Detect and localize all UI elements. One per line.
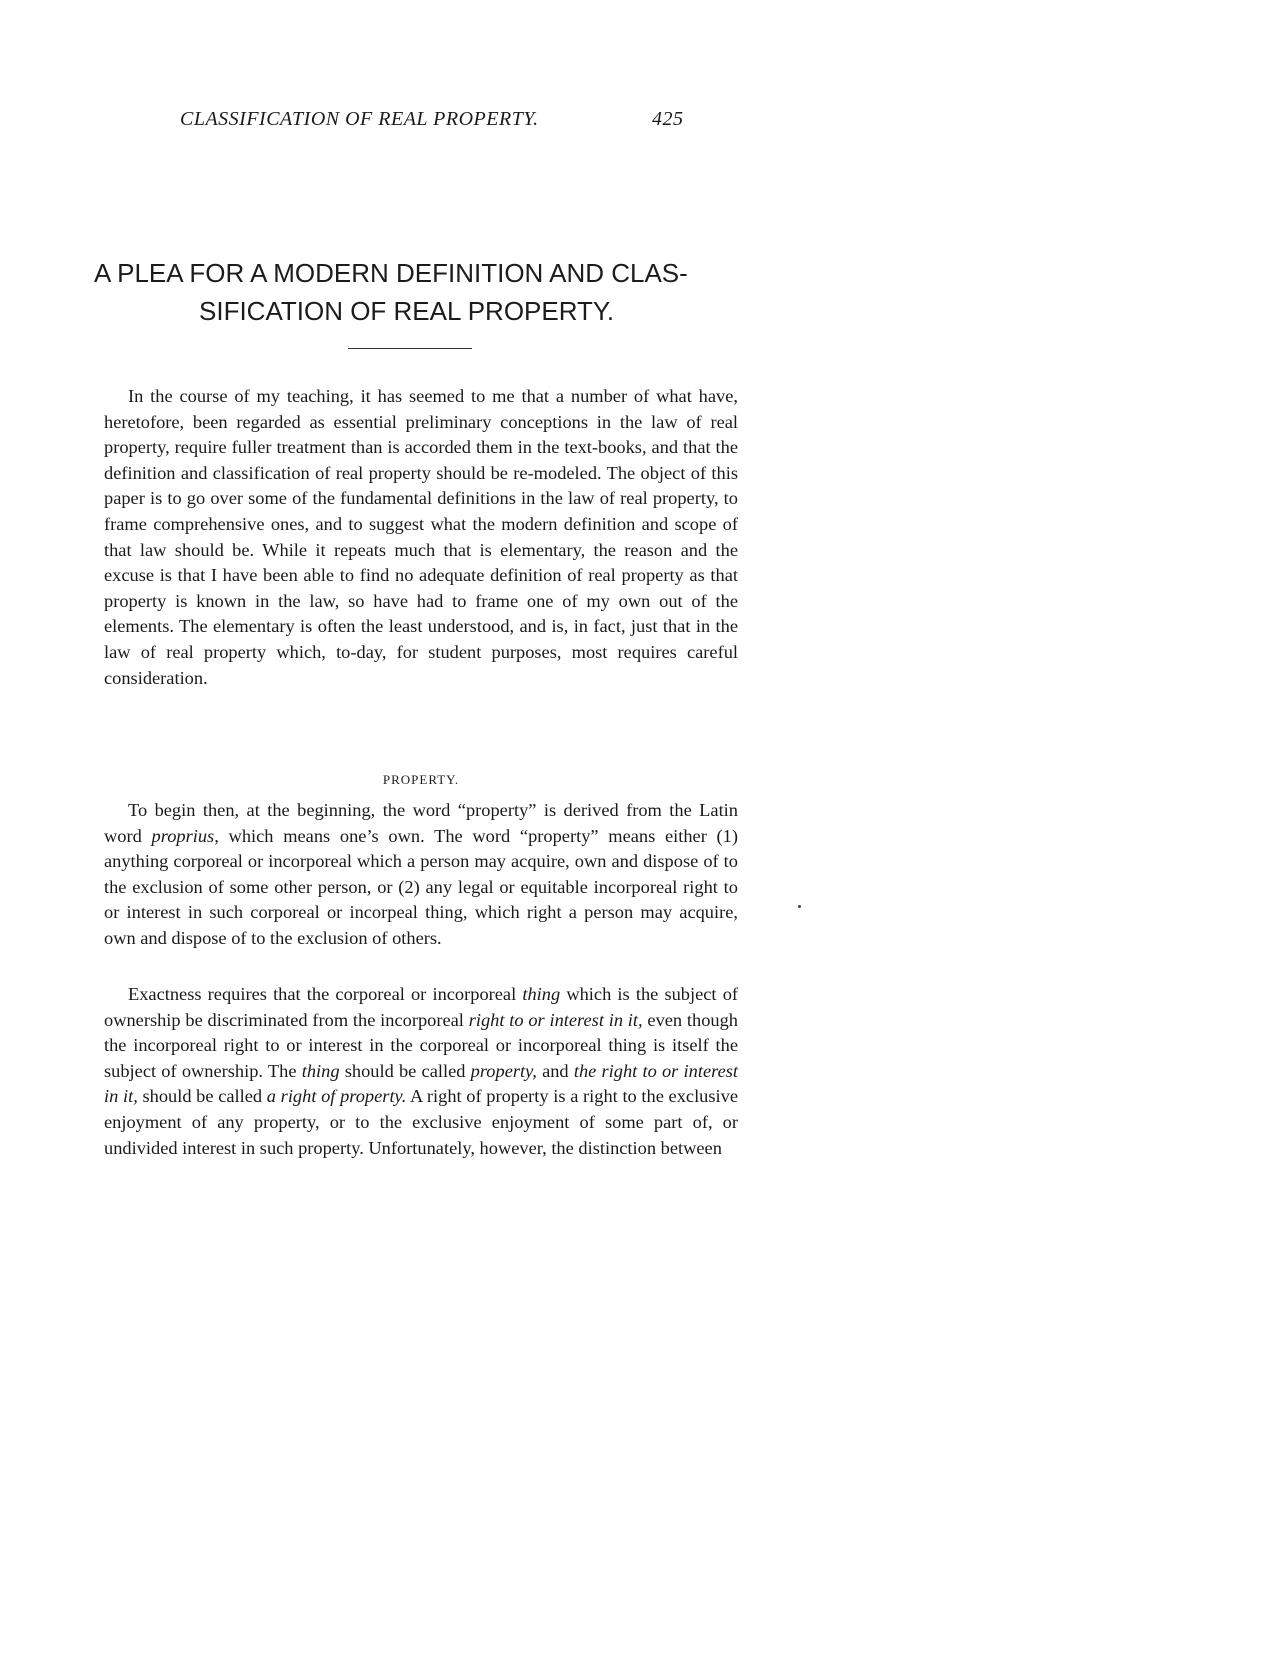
text-run: even though the incorporeal right to or interest in the corporeal or incorporeal thing is itself the subject of ownership. The — [104, 1009, 738, 1081]
paragraph-text — [104, 982, 738, 1161]
text-run: To begin then, at the beginning, the word “property” is derived from the Latin word — [104, 800, 738, 846]
title-divider — [348, 348, 472, 349]
text-run: should be called — [137, 1086, 267, 1107]
text-run: A right of property is a right to the exclusive enjoyment of any property, or to the exclusive enjoyment of some part of, or undivided interest in such property. Unfortunately, however, the distinction between — [104, 1086, 739, 1158]
italic-run: a right of property. — [266, 1086, 407, 1107]
article-title-line-1: A PLEA FOR A MODERN DEFINITION AND CLAS- — [94, 258, 688, 288]
page-number: 425 — [652, 108, 684, 130]
text-run: and — [536, 1060, 574, 1081]
running-head-title: CLASSIFICATION OF REAL PROPERTY. — [180, 108, 539, 130]
paragraph-text — [104, 798, 738, 952]
italic-run: thing — [301, 1060, 340, 1081]
text-run: should be called — [339, 1060, 471, 1081]
italic-run: property, — [470, 1060, 537, 1081]
italic-run: proprius, — [151, 825, 219, 846]
scan-speck — [798, 905, 801, 908]
running-head — [180, 108, 740, 131]
paragraph-introduction — [104, 384, 738, 691]
article-title-line-2: SIFICATION OF REAL PROPERTY. — [199, 296, 615, 326]
section-heading: PROPERTY. — [382, 772, 460, 787]
text-run: which means one’s own. The word “property” means either (1) anything corporeal or incorporeal which a person may acquire, own and dispose of to the exclusion of some other person, or (2) any legal or equitable incorporeal right to or interest in such corporeal or incorpeal thing, which right a person may acquire, own and dispose of to the exclusion of others. — [104, 825, 738, 948]
italic-run: right to or interest in it, — [468, 1009, 643, 1030]
text-run: Exactness requires that the corporeal or incorporeal — [128, 984, 523, 1004]
italic-run: the right to or interest in it, — [104, 1060, 739, 1107]
article-title — [94, 254, 734, 330]
paragraph-text: In the course of my teaching, it has seemed to me that a number of what have, heretofore, been regarded as essential preliminary conceptions in the law of real property, require fuller treatment than is accorded them in the text-books, and that the definition and classification of real property should be re-modeled. The object of this paper is to go over some of the fundamental definitions in the law of real property, to frame comprehensive ones, and to suggest what the modern definition and scope of that law should be. While it repeats much that is elementary, the reason and the excuse is that I have been able to find no adequate definition of real property as that property is known in the law, so have had to frame one of my own out of the elements. The elementary is often the least understood, and is, in fact, just that in the law of real property which, to-day, for student purposes, most requires careful consideration. — [104, 386, 738, 688]
italic-run: thing — [522, 984, 561, 1004]
text-run: which is the subject of ownership be discriminated from the incorporeal — [104, 984, 739, 1030]
paragraph-property-definition — [104, 798, 738, 952]
paragraph-exactness — [104, 982, 738, 1161]
